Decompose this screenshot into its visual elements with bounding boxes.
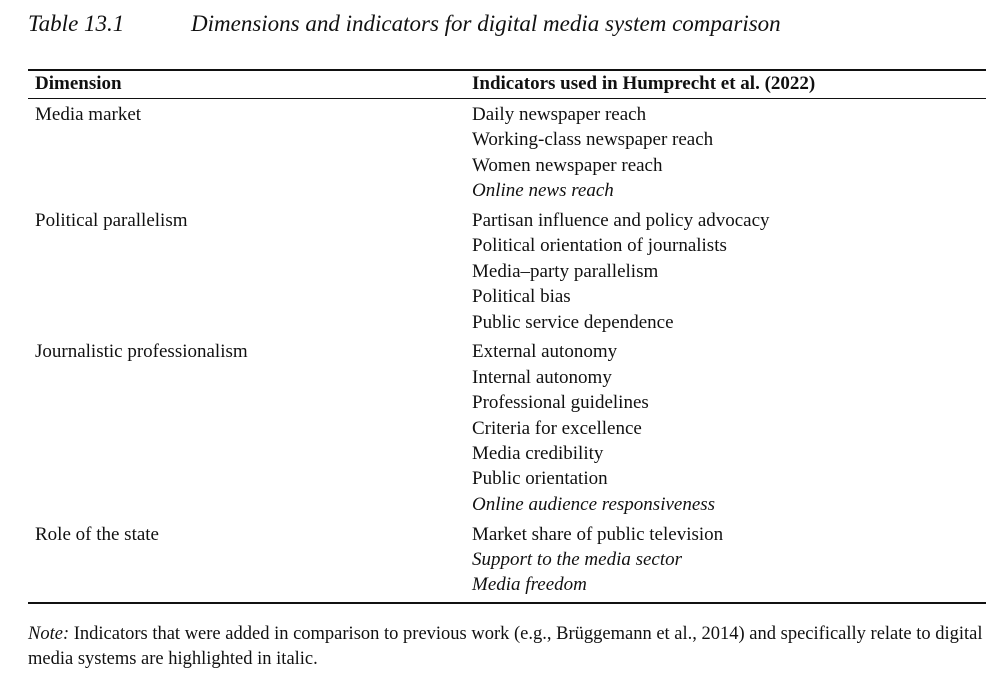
indicator-item: Media freedom — [472, 574, 587, 596]
table-row — [35, 339, 985, 517]
table-title: Dimensions and indicators for digital media system comparison — [191, 11, 781, 36]
dimension-cell: Journalistic professionalism — [35, 341, 248, 363]
header-dimension: Dimension — [35, 73, 122, 94]
indicator-item: Media–party parallelism — [472, 260, 659, 282]
indicator-item: Online news reach — [472, 180, 614, 202]
indicator-item: Support to the media sector — [472, 549, 683, 571]
table-row — [35, 522, 985, 598]
table-row — [35, 102, 985, 204]
indicator-item: Market share of public television — [472, 523, 724, 545]
indicator-item: Political orientation of journalists — [472, 235, 727, 257]
indicator-item: Public service dependence — [472, 311, 674, 333]
indicator-list — [472, 339, 715, 517]
indicator-item: Political bias — [472, 286, 571, 308]
note-text: Indicators that were added in comparison to previous work (e.g., Brüggemann et al., 2014) and specifically relate to digital media systems are highlighted in italic. — [28, 624, 983, 669]
indicator-item: Women newspaper reach — [472, 154, 663, 176]
dimension-cell: Role of the state — [35, 523, 159, 545]
indicator-list — [472, 208, 770, 335]
indicator-item: Public orientation — [472, 468, 608, 490]
table-top-rule — [28, 69, 986, 71]
table-note — [28, 622, 988, 672]
indicator-item: Daily newspaper reach — [472, 104, 647, 125]
indicator-item: Online audience responsiveness — [472, 493, 716, 515]
indicator-item: Working-class newspaper reach — [472, 129, 714, 151]
table-bottom-rule — [28, 602, 986, 604]
indicator-item: Criteria for excellence — [472, 417, 642, 439]
dimension-cell: Political parallelism — [35, 210, 188, 232]
table-number: Table 13.1 — [28, 11, 125, 36]
indicator-item: External autonomy — [472, 341, 618, 363]
indicator-item: Professional guidelines — [472, 392, 649, 414]
indicator-list — [472, 102, 713, 204]
indicator-item: Media credibility — [472, 443, 604, 465]
table-body — [35, 102, 985, 602]
dimension-cell: Media market — [35, 104, 142, 125]
indicator-list — [472, 522, 723, 598]
header-indicators: Indicators used in Humprecht et al. (2022) — [472, 73, 816, 94]
table-header-rule — [28, 98, 986, 99]
indicator-item: Internal autonomy — [472, 366, 612, 388]
table-row — [35, 208, 985, 335]
note-label: Note: — [28, 624, 70, 644]
indicator-item: Partisan influence and policy advocacy — [472, 210, 770, 232]
table-caption — [28, 11, 781, 37]
